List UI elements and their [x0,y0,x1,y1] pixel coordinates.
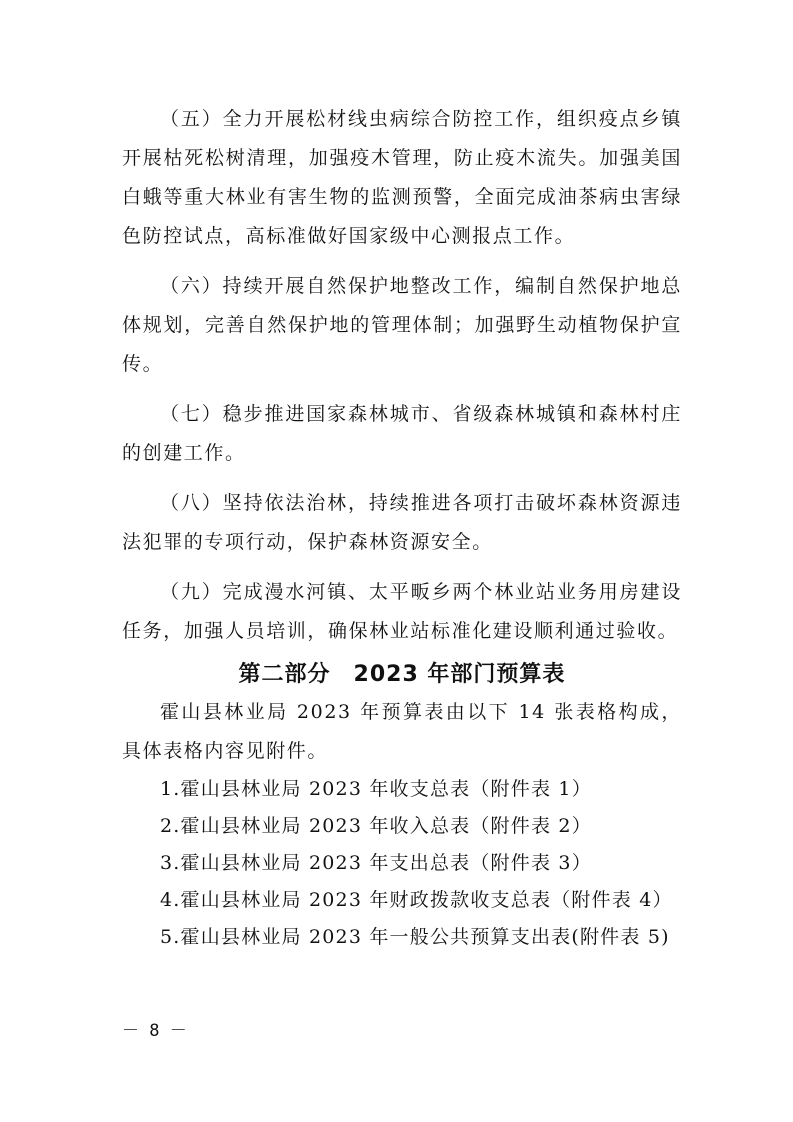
intro-paragraph: 霍山县林业局 2023 年预算表由以下 14 张表格构成，具体表格内容见附件。 [122,701,682,762]
section-heading: 第二部分 2023 年部门预算表 [238,662,566,687]
table-list-item-5: 5.霍山县林业局 2023 年一般公共预算支出表(附件表 5) [160,926,670,948]
paragraph-item-5: （五）全力开展松材线虫病综合防控工作，组织疫点乡镇开展枯死松树清理，加强疫木管理，防止疫木流失。加强美国白蛾等重大林业有害生物的监测预警，全面完成油茶病虫害绿色防控试点，高标准做好国家级中心测报点工作。 [122,108,682,247]
paragraph-item-9: （九）完成漫水河镇、太平畈乡两个林业站业务用房建设任务，加强人员培训，确保林业站标准化建设顺利通过验收。 [122,581,682,642]
table-list-item-1: 1.霍山县林业局 2023 年收支总表（附件表 1） [160,778,592,800]
paragraph-item-8: （八）坚持依法治林，持续推进各项打击破坏森林资源违法犯罪的专项行动，保护森林资源安全。 [122,492,682,553]
paragraph-item-6: （六）持续开展自然保护地整改工作，编制自然保护地总体规划，完善自然保护地的管理体制；加强野生动植物保护宣传。 [122,275,682,375]
paragraph-item-7: （七）稳步推进国家森林城市、省级森林城镇和森林村庄的创建工作。 [122,403,682,464]
table-list-item-4: 4.霍山县林业局 2023 年财政拨款收支总表（附件表 4） [160,889,673,911]
page-number: － 8 － [122,1021,187,1041]
table-list-item-3: 3.霍山县林业局 2023 年支出总表（附件表 3） [160,852,592,874]
table-list-item-2: 2.霍山县林业局 2023 年收入总表（附件表 2） [160,815,592,837]
page-content [122,100,682,956]
